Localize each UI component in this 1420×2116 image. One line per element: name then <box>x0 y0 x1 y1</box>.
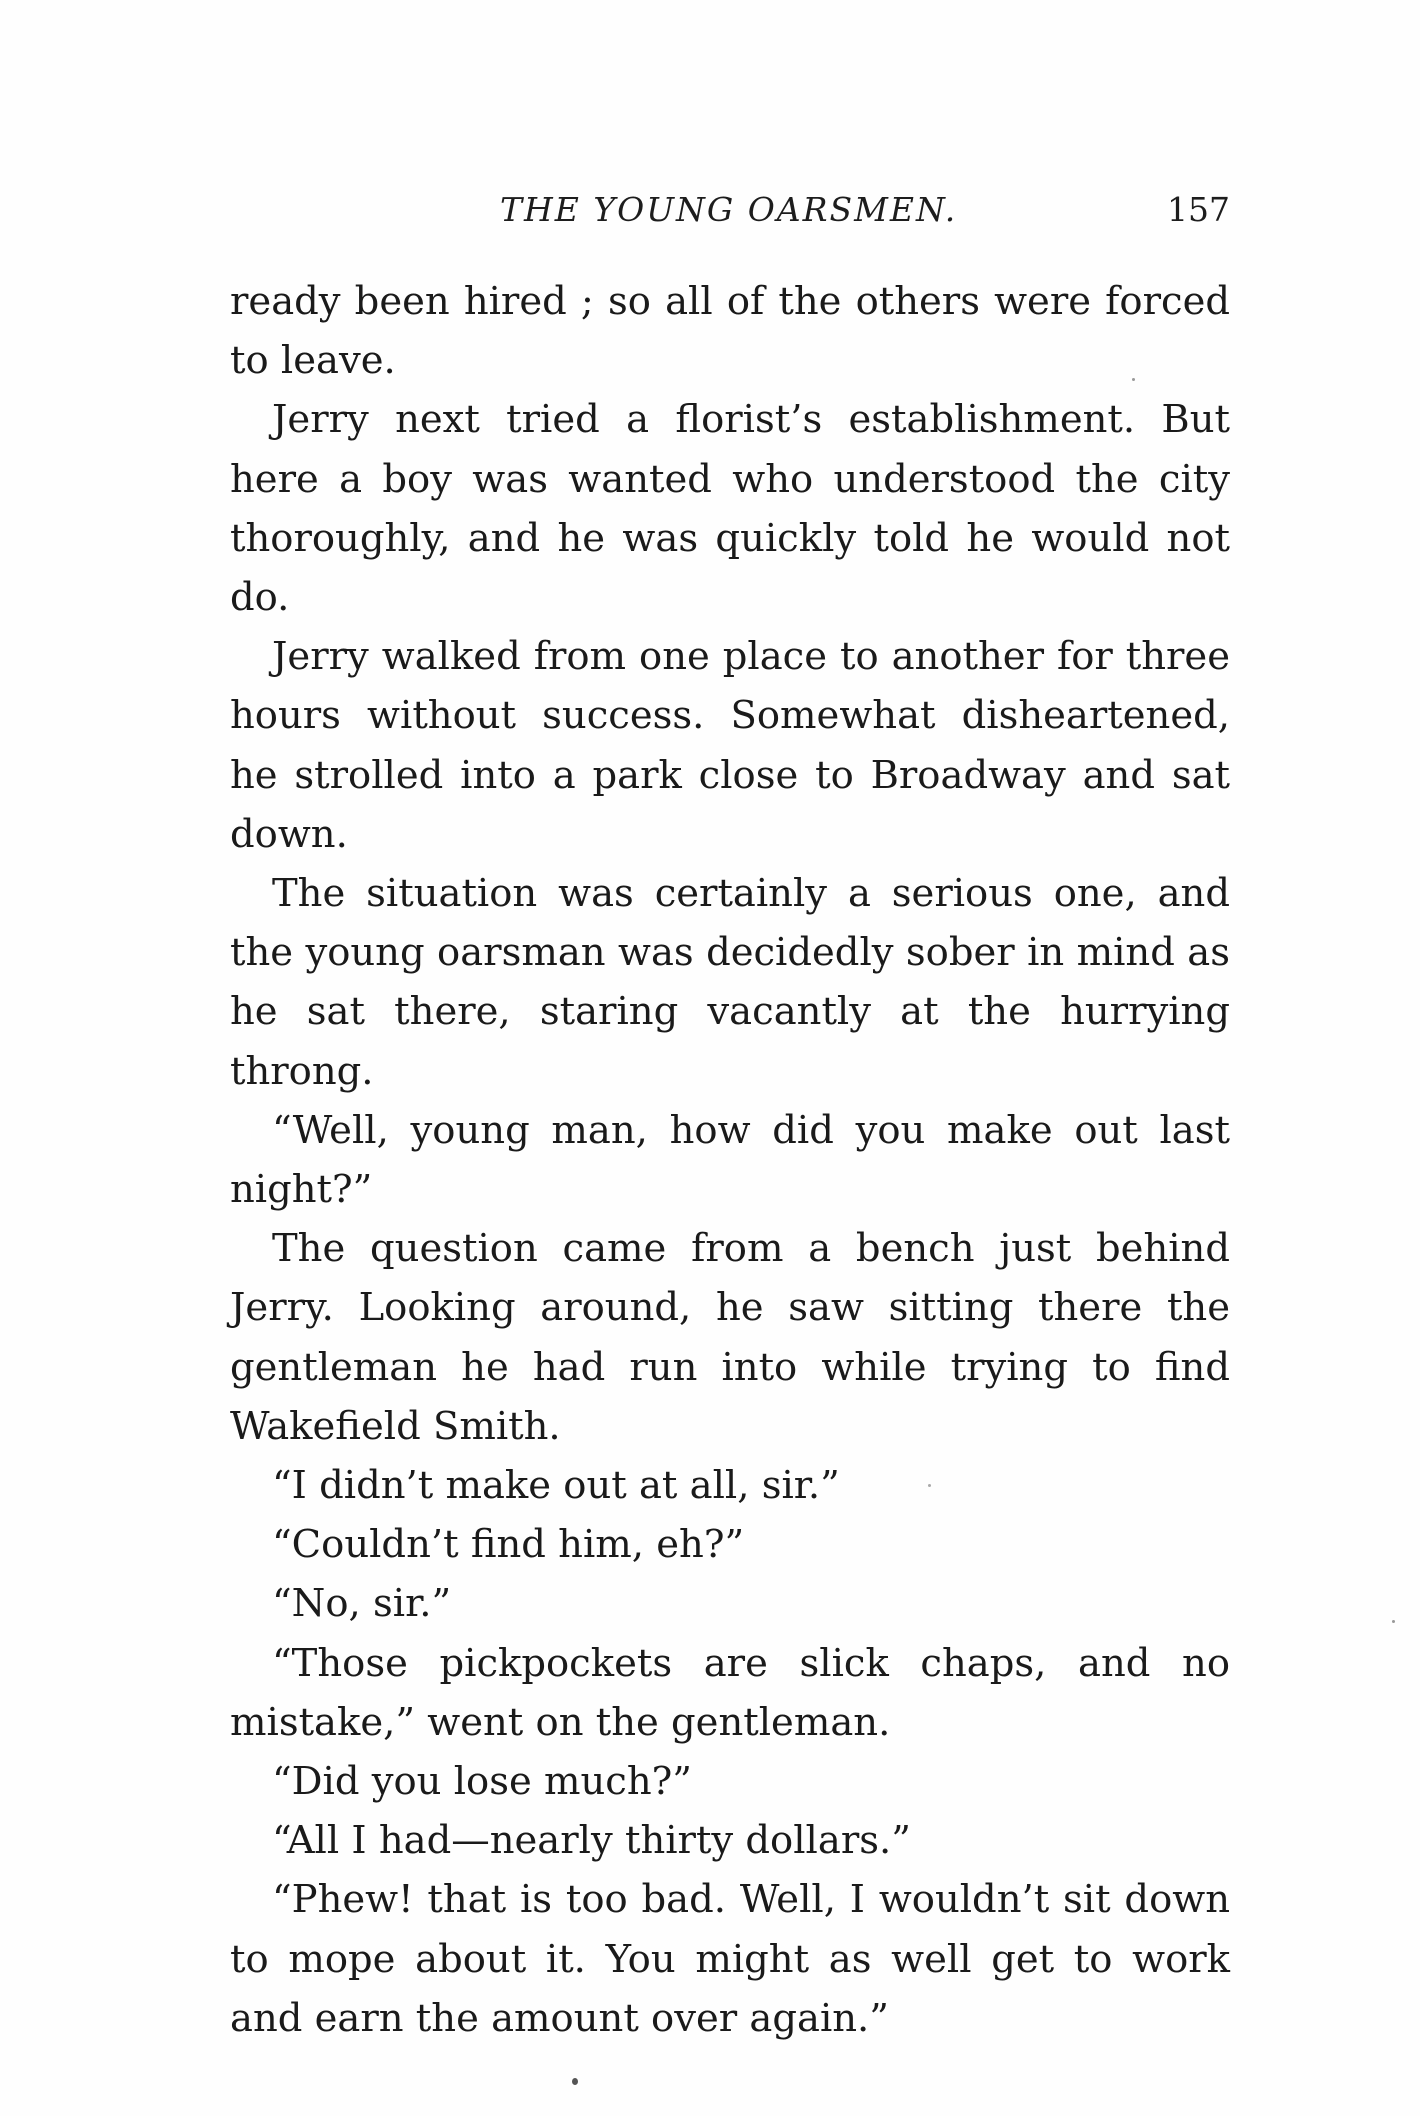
print-speck <box>572 2078 578 2085</box>
paragraph: “All I had—nearly thirty dollars.” <box>272 1818 911 1864</box>
page-number: 157 <box>1167 190 1230 229</box>
paragraph: Jerry walked from one place to another for three hours without success. Somewhat disheartened, he strolled into a park close to Broadway and sat down. <box>230 634 1230 857</box>
running-title: THE YOUNG OARSMEN. <box>500 190 958 229</box>
paragraph: “Couldn’t find him, eh?” <box>272 1522 745 1568</box>
paragraph: ready been hired ; so all of the others were forced to leave. <box>230 279 1230 384</box>
paragraph: “I didn’t make out at all, sir.” <box>272 1463 840 1509</box>
paragraph: The question came from a bench just behind Jerry. Looking around, he saw sitting there the gentleman he had run into while trying to find Wakefield Smith. <box>230 1226 1230 1449</box>
paragraph: The situation was certainly a serious one, and the young oarsman was decidedly sober in mind as he sat there, staring vacantly at the hurrying throng. <box>230 871 1230 1094</box>
paragraph: “Well, young man, how did you make out last night?” <box>230 1107 1230 1213</box>
paragraph: “Those pickpockets are slick chaps, and no mistake,” went on the gentleman. <box>230 1640 1230 1745</box>
print-speck <box>1392 1620 1395 1623</box>
paragraph: Jerry next tried a florist’s establishment. But here a boy was wanted who understood the city thoroughly, and he was quickly told he would not do. <box>230 397 1230 621</box>
print-speck <box>928 1484 931 1487</box>
body-text <box>230 272 1230 2048</box>
running-head <box>230 190 1230 240</box>
paragraph: “Did you lose much?” <box>272 1759 692 1805</box>
paragraph: “No, sir.” <box>272 1581 452 1627</box>
paragraph: “Phew! that is too bad. Well, I wouldn’t sit down to mope about it. You might as well get to work and earn the amount over again.” <box>230 1877 1230 2041</box>
print-speck <box>1132 378 1135 381</box>
